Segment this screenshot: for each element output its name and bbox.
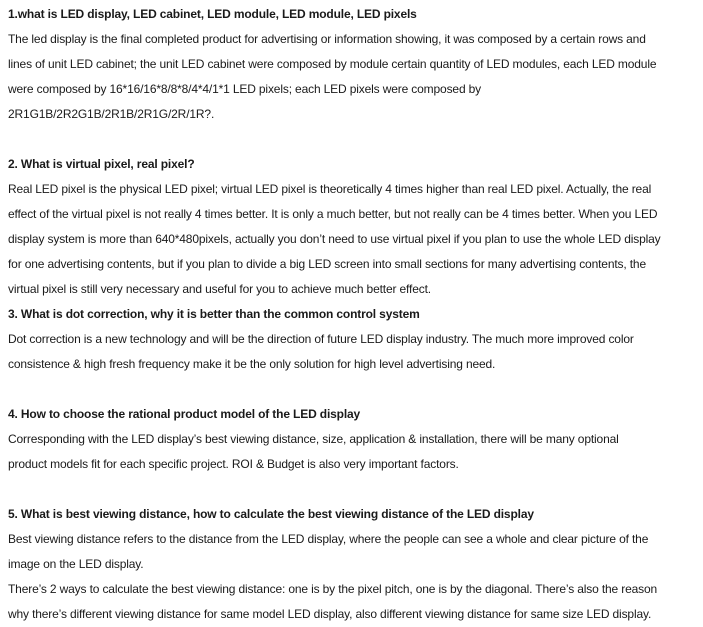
section-2-line-3: display system is more than 640*480pixels, actually you don’t need to use virtual pixel if you plan to use the whole LED display <box>8 232 661 246</box>
section-2-heading: 2. What is virtual pixel, real pixel? <box>8 157 195 171</box>
section-4-line-2: product models fit for each specific project. ROI & Budget is also very important factors. <box>8 457 459 471</box>
section-5-line-1: Best viewing distance refers to the distance from the LED display, where the people can see a whole and clear picture of the <box>8 532 649 546</box>
section-1-line-3: were composed by 16*16/16*8/8*8/4*4/1*1 LED pixels; each LED pixels were composed by <box>8 82 482 96</box>
section-spacer <box>8 477 703 502</box>
section-5-line-4: why there’s different viewing distance for same model LED display, also different viewing distance for same size LED display. <box>8 607 652 621</box>
section-2-line-4: for one advertising contents, but if you plan to divide a big LED screen into small sections for many advertising contents, the <box>8 257 646 271</box>
section-5-heading: 5. What is best viewing distance, how to calculate the best viewing distance of the LED display <box>8 507 534 521</box>
section-4-line-1: Corresponding with the LED display’s best viewing distance, size, application & installation, there will be many optional <box>8 432 619 446</box>
section-3-line-1: Dot correction is a new technology and will be the direction of future LED display industry. The much more improved color <box>8 332 634 346</box>
section-3-line-2: consistence & high fresh frequency make it be the only solution for high level advertising need. <box>8 357 496 371</box>
section-1-line-2: lines of unit LED cabinet; the unit LED cabinet were composed by module certain quantity of LED modules, each LED module <box>8 57 657 71</box>
section-1-heading: 1.what is LED display, LED cabinet, LED module, LED module, LED pixels <box>8 7 417 21</box>
section-spacer <box>8 377 703 402</box>
section-2-line-2: effect of the virtual pixel is not really 4 times better. It is only a much better, but not really can be 4 times better. When you LED <box>8 207 658 221</box>
section-1-line-1: The led display is the final completed product for advertising or information showing, it was composed by a certain rows and <box>8 32 646 46</box>
section-3-heading: 3. What is dot correction, why it is better than the common control system <box>8 307 420 321</box>
section-spacer <box>8 127 703 152</box>
section-4-heading: 4. How to choose the rational product model of the LED display <box>8 407 361 421</box>
section-2-line-5: virtual pixel is still very necessary and useful for you to achieve much better effect. <box>8 282 431 296</box>
section-5-line-3: There’s 2 ways to calculate the best viewing distance: one is by the pixel pitch, one is by the diagonal. There’s also the reason <box>8 582 658 596</box>
section-2-line-1: Real LED pixel is the physical LED pixel; virtual LED pixel is theoretically 4 times higher than real LED pixel. Actually, the real <box>8 182 652 196</box>
section-1-line-4: 2R1G1B/2R2G1B/2R1B/2R1G/2R/1R?. <box>8 107 215 121</box>
section-5-line-2: image on the LED display. <box>8 557 144 571</box>
